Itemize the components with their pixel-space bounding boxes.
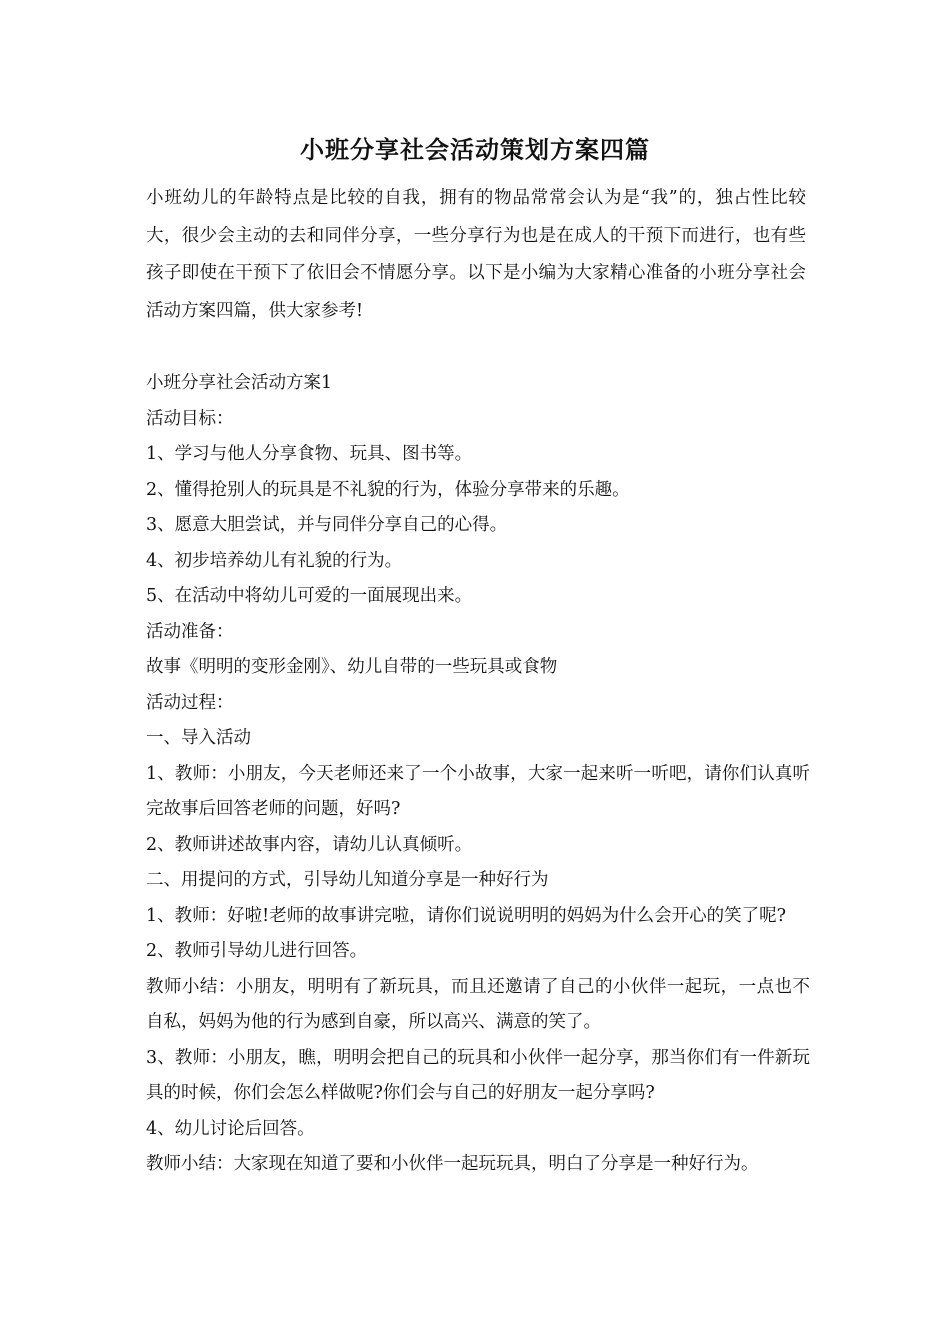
list-item: 3、愿意大胆尝试，并与同伴分享自己的心得。 bbox=[146, 515, 508, 535]
section-heading: 小班分享社会活动方案1 bbox=[146, 373, 333, 393]
list-item: 1、学习与他人分享食物、玩具、图书等。 bbox=[146, 444, 473, 464]
list-item: 5、在活动中将幼儿可爱的一面展现出来。 bbox=[146, 586, 473, 606]
paragraph: 4、幼儿讨论后回答。 bbox=[146, 1118, 315, 1139]
paragraph: 教师小结：大家现在知道了要和小伙伴一起玩玩具，明白了分享是一种好行为。 bbox=[146, 1154, 759, 1174]
list-item: 4、初步培养幼儿有礼貌的行为。 bbox=[146, 550, 403, 571]
paragraph: 活动过程： bbox=[146, 692, 234, 713]
paragraph: 3、教师：小朋友，瞧，明明会把自己的玩具和小伙伴一起分享，那当你们有一件新玩具的时候，你们会怎么样做呢?你们会与自己的好朋友一起分享吗? bbox=[146, 1047, 810, 1103]
paragraph: 二、用提问的方式，引导幼儿知道分享是一种好行为 bbox=[146, 870, 549, 890]
paragraph: 一、导入活动 bbox=[146, 728, 251, 748]
document-title: 小班分享社会活动策划方案四篇 bbox=[300, 135, 650, 164]
paragraph: 2、教师引导幼儿进行回答。 bbox=[146, 941, 368, 961]
intro-paragraph: 小班幼儿的年龄特点是比较的自我，拥有的物品常常会认为是“我”的，独占性比较大，很少会主动的去和同伴分享，一些分享行为也是在成人的干预下而进行，也有些孩子即使在干预下了依旧会不情愿分享。以下是小编为大家精心准备的小班分享社会活动方案四篇，供大家参考! bbox=[146, 188, 806, 321]
document-body bbox=[146, 366, 810, 1183]
paragraph: 1、教师：好啦!老师的故事讲完啦，请你们说说明明的妈妈为什么会开心的笑了呢? bbox=[146, 905, 787, 926]
list-item: 2、懂得抢别人的玩具是不礼貌的行为，体验分享带来的乐趣。 bbox=[146, 479, 630, 500]
paragraph: 2、教师讲述故事内容，请幼儿认真倾听。 bbox=[146, 834, 473, 855]
paragraph: 活动准备： bbox=[146, 621, 234, 642]
paragraph: 故事《明明的变形金刚》、幼儿自带的一些玩具或食物 bbox=[146, 657, 558, 677]
paragraph: 1、教师：小朋友，今天老师还来了一个小故事，大家一起来听一听吧，请你们认真听完故事后回答老师的问题，好吗? bbox=[146, 763, 810, 819]
paragraph: 教师小结：小朋友，明明有了新玩具，而且还邀请了自己的小伙伴一起玩，一点也不自私，妈妈为他的行为感到自豪，所以高兴、满意的笑了。 bbox=[146, 976, 810, 1032]
paragraph: 活动目标： bbox=[146, 408, 234, 429]
